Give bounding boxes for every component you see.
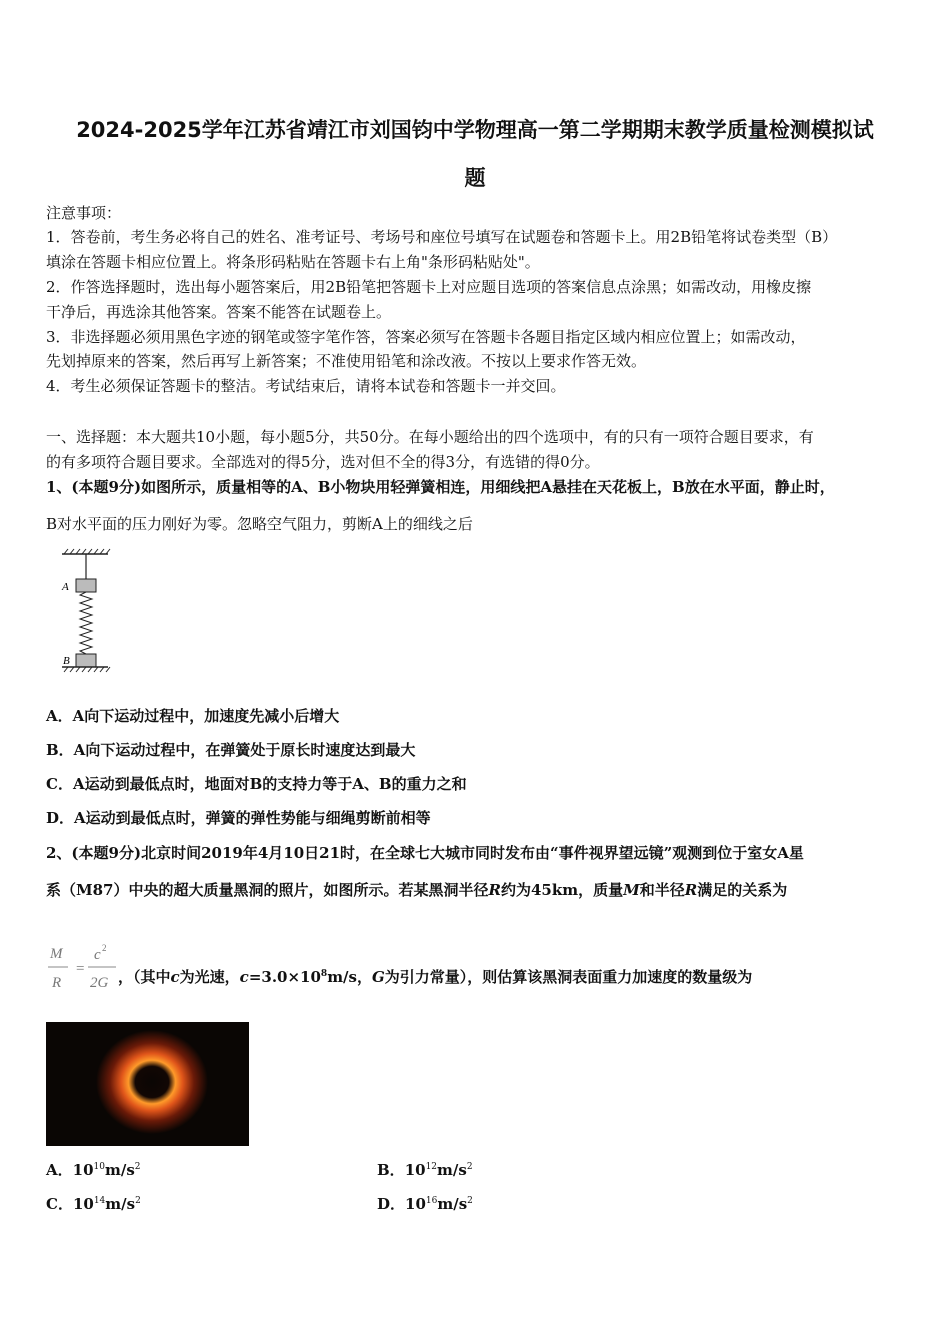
q1-option-b: B．A向下运动过程中，在弹簧处于原长时速度达到最大 — [46, 741, 416, 759]
spring-label-a: A — [62, 581, 69, 593]
formula-fraction — [46, 940, 126, 992]
notice-line: 3．非选择题必须用黑色字迹的钢笔或签字笔作答，答案必须写在答题卡各题目指定区域内相应位置上；如需改动， — [46, 328, 806, 346]
svg-text:=: = — [76, 961, 85, 977]
question-1-stem: 1、(本题9分)如图所示，质量相等的A、B小物块用轻弹簧相连，用细线把A悬挂在天花板上，B放在水平面，静止时， — [46, 478, 835, 496]
notice-heading: 注意事项： — [46, 204, 122, 222]
page-title-line-2: 题 — [464, 166, 486, 190]
q1-option-d: D．A运动到最低点时，弹簧的弹性势能与细绳剪断前相等 — [46, 809, 431, 827]
question-2-stem: 2、(本题9分)北京时间2019年4月10日21时，在全球七大城市同时发布由“事件视界望远镜”观测到位于室女A星 — [46, 844, 804, 862]
q2-option-b: B．$10^{12}m/s^2$ — [377, 1161, 473, 1179]
svg-text:c: c — [94, 947, 101, 963]
q1-option-c: C．A运动到最低点时，地面对B的支持力等于A、B的重力之和 — [46, 775, 467, 793]
spring-figure — [58, 548, 114, 676]
q2-option-c: C．$10^{14}m/s^2$ — [46, 1195, 141, 1213]
section-intro-line: 的有多项符合题目要求。全部选对的得5分，选对但不全的得3分，有选错的得0分。 — [46, 453, 600, 471]
q1-option-a: A．A向下运动过程中，加速度先减小后增大 — [46, 707, 340, 725]
notice-line: 1．答卷前，考生务必将自己的姓名、准考证号、考场号和座位号填写在试题卷和答题卡上。用2B铅笔将试卷类型（B） — [46, 228, 838, 246]
svg-text:R: R — [52, 975, 62, 991]
black-hole-image — [46, 1022, 249, 1146]
question-2-stem: 系（M87）中央的超大质量黑洞的照片，如图所示。若某黑洞半径R约为45km，质量M和半径R满足的关系为 — [46, 881, 788, 899]
page-title-line-1: 2024-2025学年江苏省靖江市刘国钧中学物理高一第二学期期末教学质量检测模拟试 — [76, 118, 874, 142]
q2-option-a: A．$10^{10}m/s^2$ — [46, 1161, 141, 1179]
section-intro-line: 一、选择题：本大题共10小题，每小题5分，共50分。在每小题给出的四个选项中，有的只有一项符合题目要求，有 — [46, 428, 814, 446]
spring-label-b: B — [63, 655, 70, 667]
svg-text:2G: 2G — [90, 975, 109, 991]
notice-line: 4．考生必须保证答题卡的整洁。考试结束后，请将本试卷和答题卡一并交回。 — [46, 377, 566, 395]
svg-text:M: M — [50, 946, 63, 962]
q2-option-d: D．$10^{16}m/s^2$ — [377, 1195, 473, 1213]
question-1-stem: B对水平面的压力刚好为零。忽略空气阻力，剪断A上的细线之后 — [46, 515, 473, 533]
notice-line: 填涂在答题卡相应位置上。将条形码粘贴在答题卡右上角"条形码粘贴处"。 — [46, 253, 540, 271]
notice-line: 先划掉原来的答案，然后再写上新答案；不准使用铅笔和涂改液。不按以上要求作答无效。 — [46, 352, 647, 370]
question-2-formula-line: ，（其中c为光速，$c=3.0\times 10^8m/s$，G为引力常量），则估算该黑洞表面重力加速度的数量级为 — [118, 968, 753, 986]
notice-line: 干净后，再选涂其他答案。答案不能答在试题卷上。 — [46, 303, 392, 321]
notice-line: 2．作答选择题时，选出每小题答案后，用2B铅笔把答题卡上对应题目选项的答案信息点涂黑；如需改动，用橡皮擦 — [46, 278, 812, 296]
svg-text:2: 2 — [102, 943, 107, 953]
